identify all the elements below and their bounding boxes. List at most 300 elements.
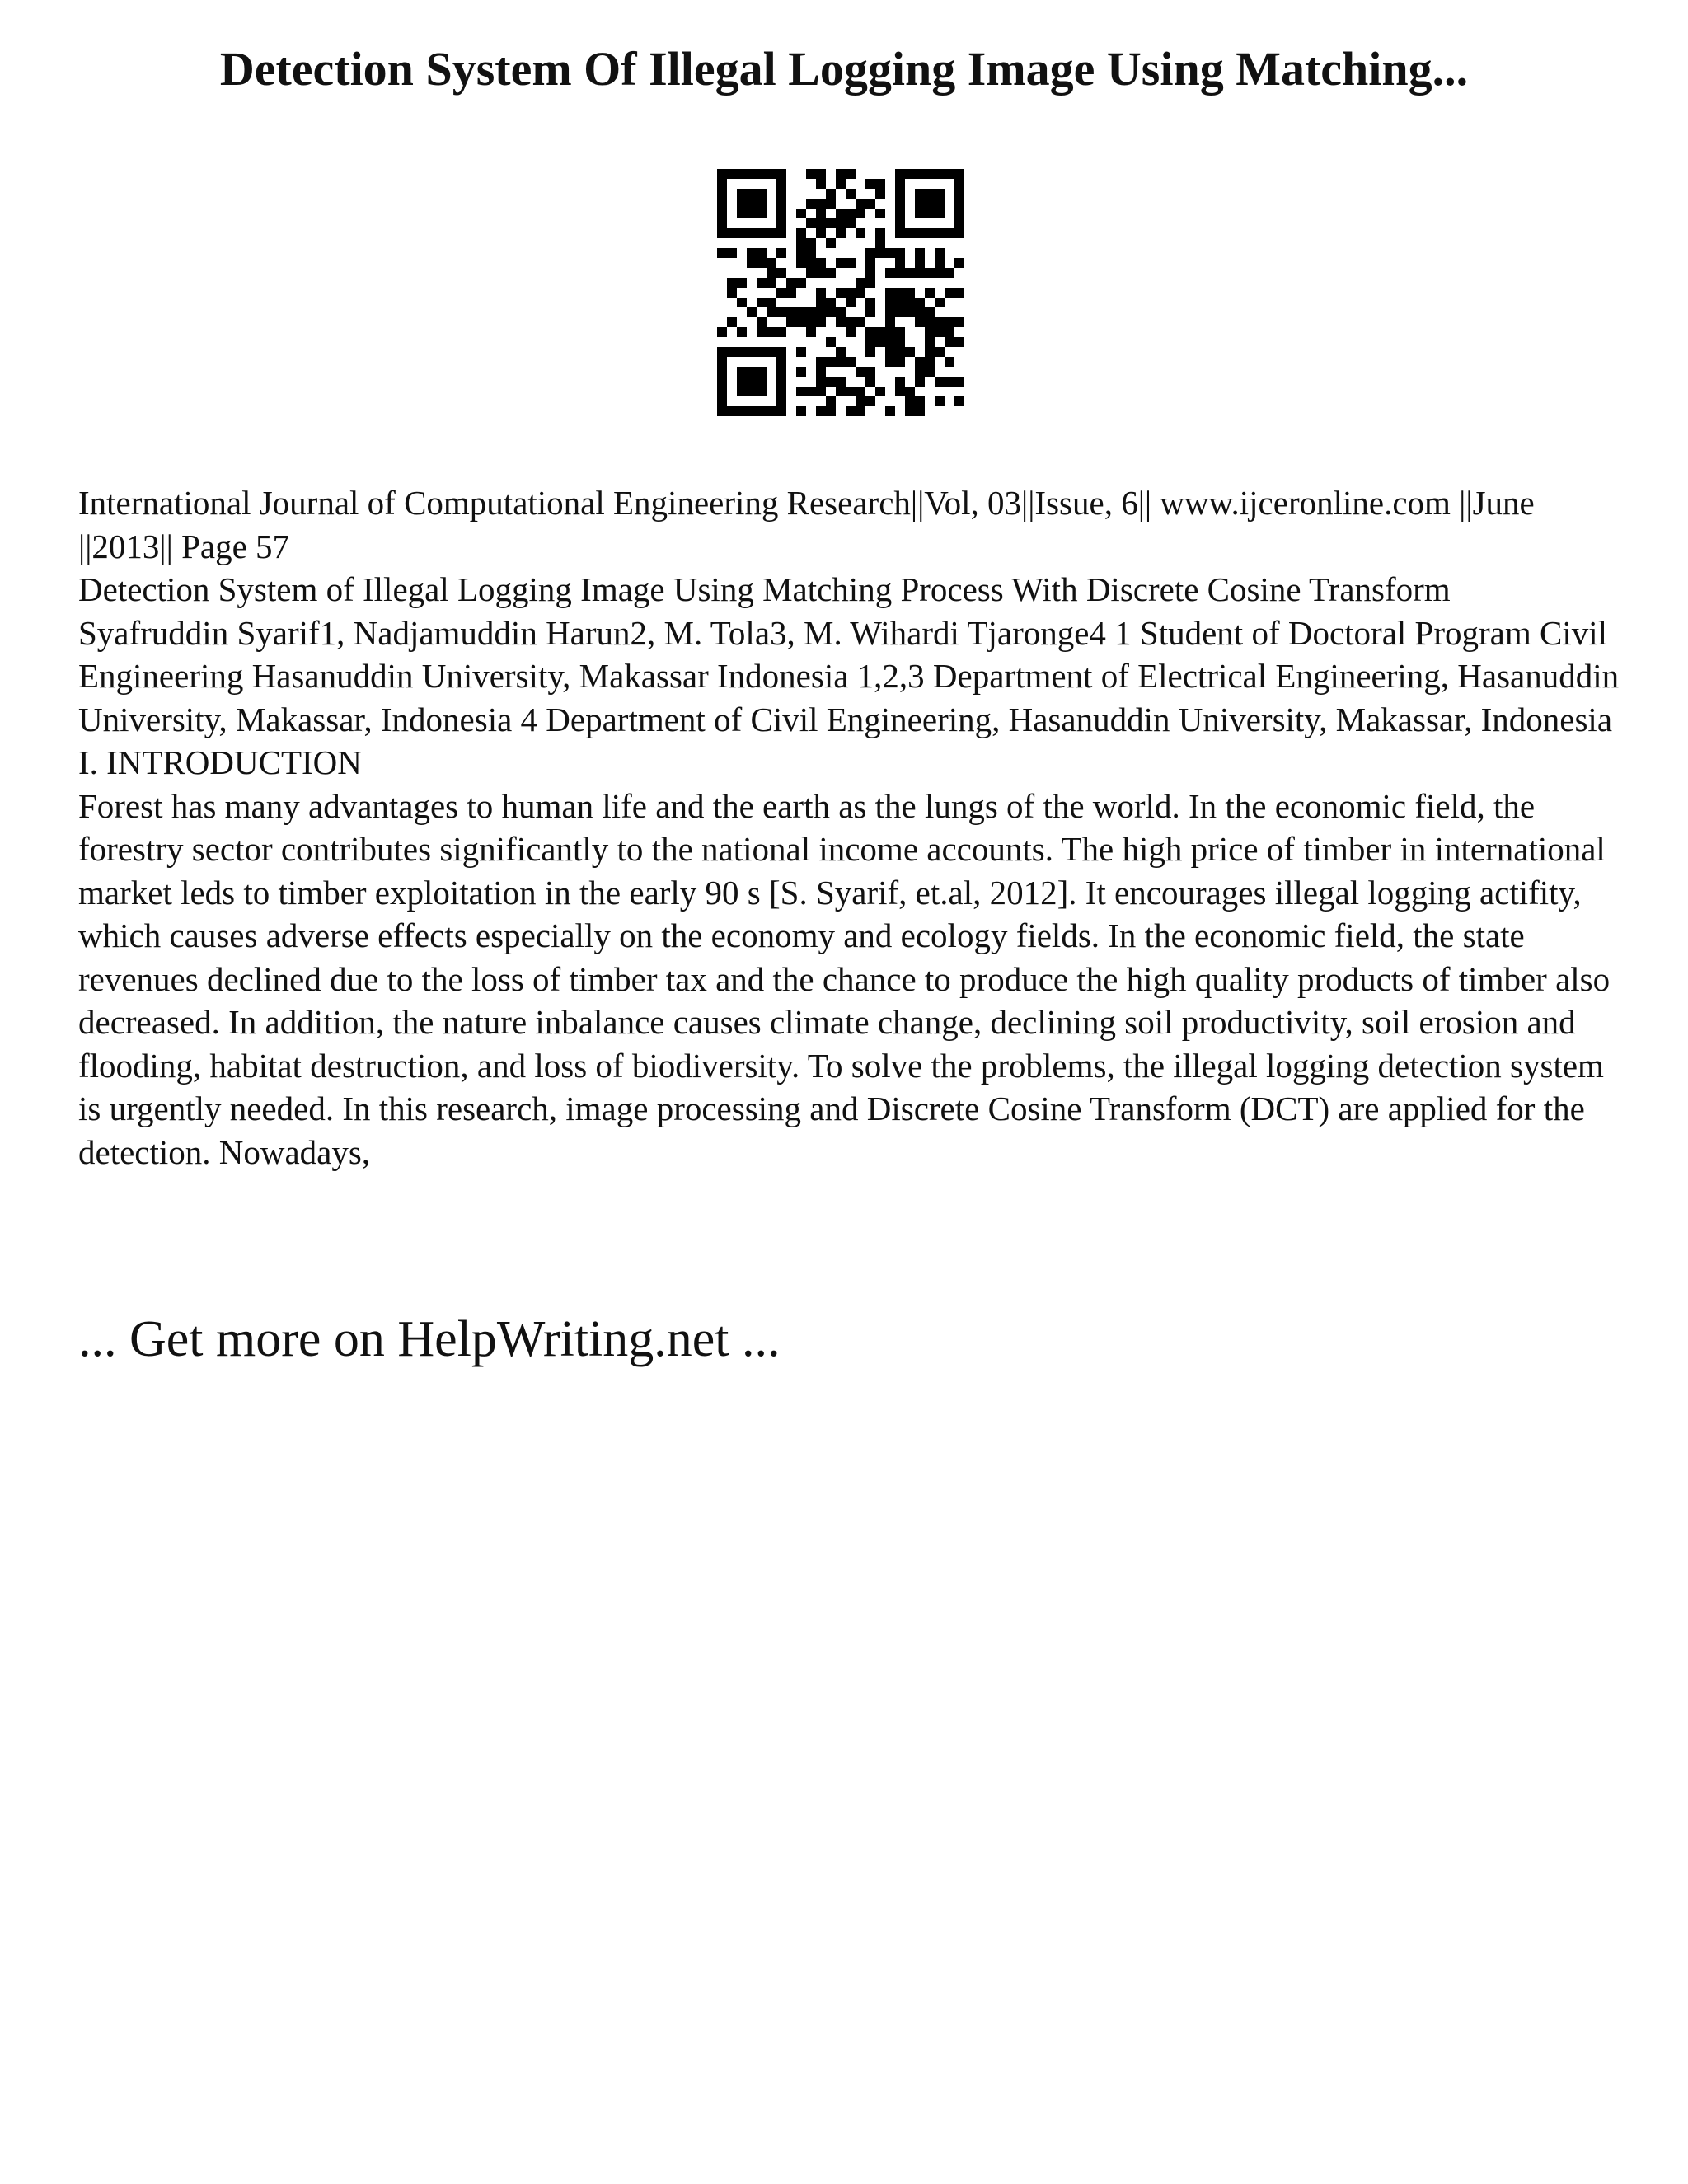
qr-module xyxy=(895,357,905,367)
qr-module xyxy=(767,268,776,278)
qr-module xyxy=(806,218,816,228)
qr-module xyxy=(846,406,856,416)
qr-module xyxy=(954,377,964,387)
qr-module xyxy=(767,278,776,288)
qr-module xyxy=(954,189,964,199)
qr-module xyxy=(816,307,826,317)
qr-module xyxy=(767,258,776,268)
qr-module xyxy=(925,327,935,337)
qr-module xyxy=(776,248,786,258)
qr-module xyxy=(757,406,767,416)
qr-module xyxy=(836,317,846,327)
qr-module xyxy=(757,199,767,209)
qr-module xyxy=(954,288,964,298)
qr-module xyxy=(737,367,747,377)
qr-module xyxy=(717,357,727,367)
qr-module xyxy=(836,377,846,387)
qr-module xyxy=(816,218,826,228)
qr-module xyxy=(895,337,905,347)
qr-module xyxy=(757,327,767,337)
qr-module xyxy=(776,199,786,209)
qr-module xyxy=(865,347,875,357)
qr-module xyxy=(915,357,925,367)
qr-module xyxy=(717,189,727,199)
qr-module xyxy=(945,377,954,387)
qr-module xyxy=(945,337,954,347)
qr-module xyxy=(875,209,885,218)
qr-module xyxy=(935,347,945,357)
qr-module xyxy=(895,209,905,218)
qr-module xyxy=(717,169,727,179)
qr-module xyxy=(747,189,757,199)
qr-module xyxy=(757,387,767,396)
qr-module xyxy=(915,406,925,416)
qr-module xyxy=(826,268,836,278)
qr-module xyxy=(945,268,954,278)
qr-module xyxy=(925,367,935,377)
qr-module xyxy=(885,288,895,298)
qr-module xyxy=(925,337,935,347)
qr-module xyxy=(717,228,727,238)
qr-module xyxy=(826,199,836,209)
qr-module xyxy=(905,307,915,317)
qr-module xyxy=(717,179,727,189)
qr-module xyxy=(935,317,945,327)
qr-module xyxy=(846,357,856,367)
qr-module xyxy=(776,406,786,416)
qr-module xyxy=(935,396,945,406)
qr-module xyxy=(846,209,856,218)
qr-module xyxy=(737,298,747,307)
qr-code-graphic xyxy=(717,169,964,416)
qr-module xyxy=(885,406,895,416)
qr-module xyxy=(836,179,846,189)
qr-module xyxy=(954,228,964,238)
qr-module xyxy=(806,199,816,209)
qr-module xyxy=(747,169,757,179)
qr-module xyxy=(747,248,757,258)
qr-module xyxy=(935,248,945,258)
qr-module xyxy=(856,387,865,396)
qr-module xyxy=(954,337,964,347)
qr-module xyxy=(895,268,905,278)
qr-module xyxy=(836,258,846,268)
qr-code-icon xyxy=(717,169,964,416)
section-heading: I. INTRODUCTION xyxy=(78,743,362,781)
qr-module xyxy=(895,218,905,228)
qr-module xyxy=(954,258,964,268)
qr-module xyxy=(806,317,816,327)
qr-module xyxy=(717,387,727,396)
qr-module xyxy=(796,347,806,357)
qr-module xyxy=(806,307,816,317)
qr-module xyxy=(757,347,767,357)
qr-module xyxy=(945,228,954,238)
qr-module xyxy=(856,228,865,238)
qr-module xyxy=(776,228,786,238)
qr-module xyxy=(895,179,905,189)
qr-module xyxy=(727,288,737,298)
qr-module xyxy=(737,189,747,199)
qr-module xyxy=(856,367,865,377)
qr-module xyxy=(846,169,856,179)
qr-module xyxy=(954,396,964,406)
qr-module xyxy=(816,357,826,367)
qr-module xyxy=(925,189,935,199)
qr-module xyxy=(945,169,954,179)
qr-module xyxy=(796,209,806,218)
qr-module xyxy=(846,258,856,268)
qr-module xyxy=(925,357,935,367)
qr-module xyxy=(905,396,915,406)
qr-module xyxy=(747,367,757,377)
qr-module xyxy=(796,248,806,258)
qr-module xyxy=(875,387,885,396)
qr-module xyxy=(776,327,786,337)
qr-module xyxy=(836,387,846,396)
qr-module xyxy=(925,169,935,179)
qr-module xyxy=(747,199,757,209)
qr-module xyxy=(796,228,806,238)
qr-module xyxy=(757,189,767,199)
qr-module xyxy=(945,317,954,327)
qr-module xyxy=(856,396,865,406)
qr-module xyxy=(816,406,826,416)
qr-module xyxy=(875,238,885,248)
qr-module xyxy=(925,288,935,298)
qr-module xyxy=(717,248,727,258)
qr-module xyxy=(935,268,945,278)
qr-module xyxy=(856,209,865,218)
qr-module xyxy=(826,298,836,307)
qr-module xyxy=(856,278,865,288)
qr-module xyxy=(717,218,727,228)
qr-module xyxy=(836,218,846,228)
qr-module xyxy=(915,396,925,406)
qr-module xyxy=(757,228,767,238)
qr-module xyxy=(806,327,816,337)
qr-module xyxy=(945,327,954,337)
qr-module xyxy=(816,268,826,278)
qr-module xyxy=(767,307,776,317)
qr-module xyxy=(885,347,895,357)
qr-module xyxy=(895,189,905,199)
qr-module xyxy=(935,199,945,209)
qr-module xyxy=(826,396,836,406)
qr-module xyxy=(925,268,935,278)
qr-module xyxy=(776,189,786,199)
qr-module xyxy=(776,288,786,298)
qr-module xyxy=(816,367,826,377)
qr-module xyxy=(915,377,925,387)
qr-module xyxy=(796,307,806,317)
qr-module xyxy=(836,169,846,179)
qr-module xyxy=(885,337,895,347)
qr-module xyxy=(737,169,747,179)
qr-module xyxy=(935,228,945,238)
qr-module xyxy=(776,209,786,218)
qr-module xyxy=(905,298,915,307)
qr-module xyxy=(767,169,776,179)
qr-module xyxy=(846,218,856,228)
qr-module xyxy=(776,396,786,406)
qr-module xyxy=(776,377,786,387)
qr-module xyxy=(717,209,727,218)
qr-module xyxy=(856,288,865,298)
qr-module xyxy=(717,396,727,406)
qr-module xyxy=(846,189,856,199)
qr-module xyxy=(737,199,747,209)
qr-module xyxy=(865,258,875,268)
qr-module xyxy=(826,406,836,416)
qr-module xyxy=(796,258,806,268)
qr-module xyxy=(826,238,836,248)
qr-module xyxy=(796,387,806,396)
qr-module xyxy=(935,377,945,387)
qr-module xyxy=(776,347,786,357)
qr-module xyxy=(875,248,885,258)
qr-module xyxy=(786,307,796,317)
qr-module xyxy=(737,347,747,357)
qr-module xyxy=(776,169,786,179)
qr-module xyxy=(786,317,796,327)
qr-module xyxy=(905,268,915,278)
qr-module xyxy=(856,317,865,327)
qr-module xyxy=(737,406,747,416)
qr-module xyxy=(836,357,846,367)
qr-module xyxy=(737,278,747,288)
qr-module xyxy=(806,268,816,278)
qr-module xyxy=(816,258,826,268)
qr-module xyxy=(865,377,875,387)
qr-module xyxy=(816,317,826,327)
qr-module xyxy=(935,189,945,199)
qr-module xyxy=(776,357,786,367)
qr-module xyxy=(737,209,747,218)
qr-module xyxy=(796,317,806,327)
qr-module xyxy=(786,278,796,288)
qr-module xyxy=(865,278,875,288)
qr-module xyxy=(836,347,846,357)
qr-module xyxy=(846,298,856,307)
qr-module xyxy=(846,288,856,298)
qr-module xyxy=(915,298,925,307)
qr-module xyxy=(747,406,757,416)
qr-module xyxy=(895,199,905,209)
qr-module xyxy=(737,387,747,396)
qr-module xyxy=(747,347,757,357)
qr-module xyxy=(856,406,865,416)
qr-module xyxy=(945,357,954,367)
qr-module xyxy=(895,377,905,387)
get-more-link[interactable]: ... Get more on HelpWriting.net ... xyxy=(78,1311,781,1367)
qr-module xyxy=(885,327,895,337)
qr-module xyxy=(895,288,905,298)
qr-module xyxy=(776,367,786,377)
qr-module xyxy=(767,347,776,357)
qr-module xyxy=(865,199,875,209)
qr-module xyxy=(954,179,964,189)
qr-module xyxy=(796,367,806,377)
qr-module xyxy=(925,228,935,238)
qr-module xyxy=(895,307,905,317)
qr-module xyxy=(757,209,767,218)
qr-module xyxy=(895,347,905,357)
qr-module xyxy=(767,327,776,337)
qr-module xyxy=(915,169,925,179)
qr-module xyxy=(846,317,856,327)
qr-module xyxy=(747,258,757,268)
qr-module xyxy=(875,228,885,238)
qr-module xyxy=(865,367,875,377)
qr-module xyxy=(776,307,786,317)
authors-affiliations: Syafruddin Syarif1, Nadjamuddin Harun2, M. Tola3, M. Wihardi Tjaronge4 1 Student of Doctoral Program Civil Engineering Hasanuddin University, Makassar Indonesia 1,2,3 Department of Electrical Engineering, Hasanuddin University, Makassar, Indonesia 4 Department of Civil Engineering, Hasanuddin University, Makassar, Indonesia xyxy=(78,613,1620,738)
qr-module xyxy=(816,199,826,209)
qr-module xyxy=(925,307,935,317)
qr-module xyxy=(816,169,826,179)
qr-module xyxy=(757,248,767,258)
qr-module xyxy=(875,327,885,337)
qr-module xyxy=(757,169,767,179)
qr-module xyxy=(905,406,915,416)
qr-module xyxy=(806,238,816,248)
qr-module xyxy=(935,327,945,337)
qr-module xyxy=(915,199,925,209)
qr-module xyxy=(954,317,964,327)
qr-module xyxy=(727,228,737,238)
qr-module xyxy=(865,248,875,258)
qr-module xyxy=(806,248,816,258)
qr-module xyxy=(737,327,747,337)
qr-module xyxy=(905,169,915,179)
qr-module xyxy=(717,199,727,209)
qr-module xyxy=(727,406,737,416)
qr-module xyxy=(895,169,905,179)
qr-module xyxy=(727,248,737,258)
qr-module xyxy=(885,298,895,307)
paper-title: Detection System of Illegal Logging Image Using Matching Process With Discrete Cosine Transform xyxy=(78,570,1451,608)
qr-module xyxy=(796,406,806,416)
intro-paragraph: Forest has many advantages to human life and the earth as the lungs of the world. In the economic field, the forestry sector contributes significantly to the national income accounts. The high price of timber in international market leds to timber exploitation in the early 90 s [S. Syarif, et.al, 2012]. It encourages illegal logging actifity, which causes adverse effects especially on the economy and ecology fields. In the economic field, the state revenues declined due to the loss of timber tax and the chance to produce the high quality products of timber also decreased. In addition, the nature inbalance causes climate change, declining soil productivity, soil erosion and flooding, habitat destruction, and loss of biodiversity. To solve the problems, the illegal logging detection system is urgently needed. In this research, image processing and Discrete Cosine Transform (DCT) are applied for the detection. Nowadays, xyxy=(78,786,1611,1171)
qr-module xyxy=(915,367,925,377)
qr-module xyxy=(806,387,816,396)
qr-module xyxy=(915,228,925,238)
qr-module xyxy=(786,288,796,298)
qr-module xyxy=(846,327,856,337)
qr-module xyxy=(954,199,964,209)
qr-module xyxy=(747,228,757,238)
qr-module xyxy=(865,179,875,189)
qr-module xyxy=(915,209,925,218)
qr-module xyxy=(796,238,806,248)
qr-module xyxy=(875,337,885,347)
qr-module xyxy=(885,248,895,258)
qr-module xyxy=(915,258,925,268)
qr-module xyxy=(767,406,776,416)
document-body xyxy=(78,481,1628,1174)
qr-module xyxy=(767,298,776,307)
qr-module xyxy=(935,209,945,218)
qr-module xyxy=(806,258,816,268)
qr-module xyxy=(747,307,757,317)
qr-module xyxy=(717,367,727,377)
qr-module xyxy=(905,288,915,298)
qr-module xyxy=(737,228,747,238)
qr-module xyxy=(717,347,727,357)
qr-module xyxy=(776,218,786,228)
qr-module xyxy=(836,209,846,218)
qr-module xyxy=(915,248,925,258)
qr-module xyxy=(925,209,935,218)
qr-module xyxy=(954,169,964,179)
qr-module xyxy=(757,377,767,387)
qr-module xyxy=(757,317,767,327)
qr-module xyxy=(757,278,767,288)
qr-module xyxy=(935,169,945,179)
qr-module xyxy=(925,199,935,209)
qr-module xyxy=(895,387,905,396)
qr-module xyxy=(915,317,925,327)
qr-module xyxy=(935,298,945,307)
qr-module xyxy=(747,387,757,396)
qr-module xyxy=(954,218,964,228)
qr-module xyxy=(954,209,964,218)
qr-module xyxy=(826,357,836,367)
qr-module xyxy=(915,189,925,199)
qr-module xyxy=(816,377,826,387)
qr-module xyxy=(747,209,757,218)
qr-module xyxy=(836,228,846,238)
qr-module xyxy=(776,387,786,396)
qr-module xyxy=(737,377,747,387)
qr-module xyxy=(836,307,846,317)
qr-module xyxy=(856,199,865,209)
qr-module xyxy=(806,169,816,179)
qr-module xyxy=(816,298,826,307)
qr-module xyxy=(865,337,875,347)
qr-module xyxy=(757,298,767,307)
qr-module xyxy=(767,228,776,238)
page-title: Detection System Of Illegal Logging Image Using Matching... xyxy=(219,42,1469,96)
qr-module xyxy=(836,288,846,298)
qr-module xyxy=(865,327,875,337)
qr-module xyxy=(776,179,786,189)
qr-module xyxy=(816,228,826,238)
qr-module xyxy=(925,347,935,357)
qr-module xyxy=(717,327,727,337)
qr-module xyxy=(776,268,786,278)
qr-module xyxy=(915,307,925,317)
qr-module xyxy=(796,278,806,288)
qr-module xyxy=(895,327,905,337)
qr-module xyxy=(757,258,767,268)
qr-module xyxy=(945,288,954,298)
qr-module xyxy=(816,387,826,396)
qr-module xyxy=(816,288,826,298)
qr-module xyxy=(747,377,757,387)
qr-module xyxy=(895,248,905,258)
qr-module xyxy=(885,268,895,278)
qr-module xyxy=(865,298,875,307)
qr-module xyxy=(885,357,895,367)
qr-module xyxy=(757,367,767,377)
qr-module xyxy=(885,317,895,327)
qr-module xyxy=(826,218,836,228)
qr-module xyxy=(875,189,885,199)
qr-module xyxy=(905,387,915,396)
qr-module xyxy=(905,228,915,238)
qr-module xyxy=(727,169,737,179)
